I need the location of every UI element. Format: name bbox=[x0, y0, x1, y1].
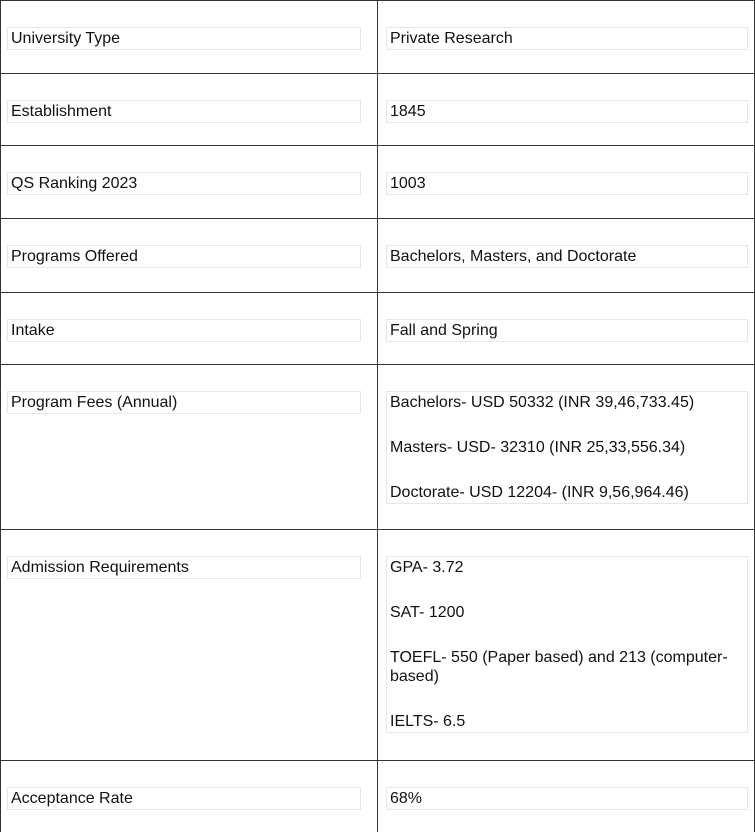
value-cell bbox=[378, 74, 754, 145]
value-cell bbox=[378, 219, 754, 292]
table-row-acceptance-rate bbox=[1, 761, 754, 832]
value-line: 68% bbox=[390, 790, 423, 807]
table-row-programs-offered bbox=[1, 219, 754, 293]
label-cell bbox=[1, 74, 378, 145]
row-value bbox=[386, 319, 748, 342]
row-label: Establishment bbox=[7, 100, 361, 123]
table-row-program-fees bbox=[1, 365, 754, 530]
value-line: Doctorate- USD 12204- (INR 9,56,964.46) bbox=[390, 484, 689, 501]
value-line: TOEFL- 550 (Paper based) and 213 (computer-based) bbox=[390, 649, 728, 685]
value-line: Private Research bbox=[390, 30, 513, 47]
value-line: Bachelors- USD 50332 (INR 39,46,733.45) bbox=[390, 394, 695, 411]
row-label: QS Ranking 2023 bbox=[7, 172, 361, 195]
row-value bbox=[386, 27, 748, 50]
table-row-university-type bbox=[1, 1, 754, 74]
row-value bbox=[386, 787, 748, 810]
label-cell bbox=[1, 293, 378, 364]
table-row-qs-ranking bbox=[1, 146, 754, 219]
value-line: Bachelors, Masters, and Doctorate bbox=[390, 248, 637, 265]
value-cell bbox=[378, 530, 754, 760]
table-row-establishment bbox=[1, 74, 754, 146]
value-line: IELTS- 6.5 bbox=[390, 713, 466, 730]
row-value bbox=[386, 172, 748, 195]
label-cell bbox=[1, 146, 378, 218]
table-row-intake bbox=[1, 293, 754, 365]
value-line: SAT- 1200 bbox=[390, 604, 465, 621]
value-line: Fall and Spring bbox=[390, 322, 498, 339]
value-line: 1003 bbox=[390, 175, 426, 192]
row-label: Acceptance Rate bbox=[7, 787, 361, 810]
row-value bbox=[386, 100, 748, 123]
value-cell bbox=[378, 365, 754, 529]
table-row-admission-requirements bbox=[1, 530, 754, 761]
value-line: 1845 bbox=[390, 103, 426, 120]
value-cell bbox=[378, 293, 754, 364]
label-cell bbox=[1, 761, 378, 832]
row-label: Admission Requirements bbox=[7, 556, 361, 579]
value-cell bbox=[378, 146, 754, 218]
row-label: Program Fees (Annual) bbox=[7, 391, 361, 414]
value-line: Masters- USD- 32310 (INR 25,33,556.34) bbox=[390, 439, 686, 456]
label-cell bbox=[1, 1, 378, 73]
label-cell bbox=[1, 219, 378, 292]
row-value bbox=[386, 556, 748, 733]
row-label: Intake bbox=[7, 319, 361, 342]
value-line: GPA- 3.72 bbox=[390, 559, 464, 576]
row-label: University Type bbox=[7, 27, 361, 50]
label-cell bbox=[1, 365, 378, 529]
row-value bbox=[386, 391, 748, 504]
label-cell bbox=[1, 530, 378, 760]
row-label: Programs Offered bbox=[7, 245, 361, 268]
value-cell bbox=[378, 761, 754, 832]
row-value bbox=[386, 245, 748, 268]
value-cell bbox=[378, 1, 754, 73]
